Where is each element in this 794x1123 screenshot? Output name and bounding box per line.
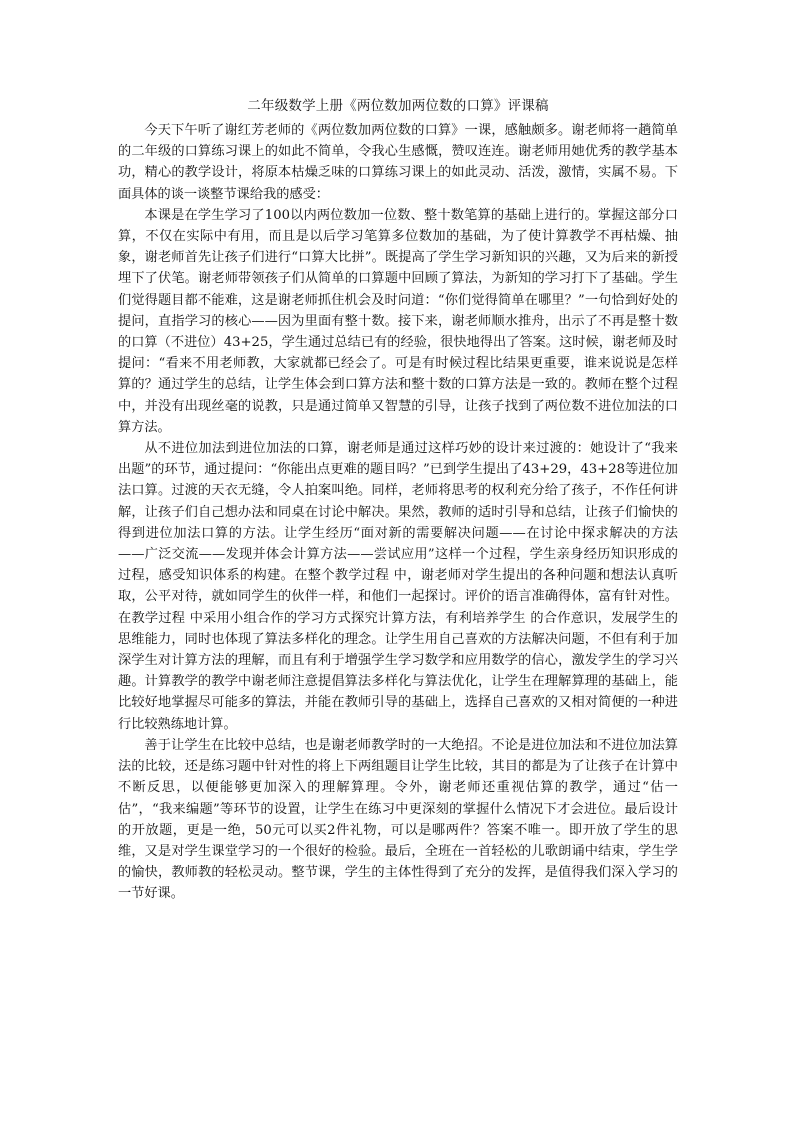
paragraph-new-lesson: 本课是在学生学习了100以内两位数加一位数、整十数笔算的基础上进行的。掌握这部分口算，不仅在实际中有用，而且是以后学习笔算多位数加的基础，为了使计算教学不再枯燥、抽象，谢老师首先让孩子们进行“口算大比拼”。既提高了学生学习新知识的兴趣，又为后来的新授埋下了伏笔。谢老师带领孩子们从简单的口算题中回顾了算法，为新知的学习打下了基础。学生们觉得题目都不能难，这是谢老师抓住机会及时问道：“你们觉得简单在哪里？”一句恰到好处的提问，直指学习的核心——因为里面有整十数。接下来，谢老师顺水推舟，出示了不再是整十数的口算（不进位）43+25，学生通过总结已有的经验，很快地得出了答案。这时候，谢老师及时提问：“看来不用老师教，大家就都已经会了。可是有时候过程比结果更重要，谁来说说是怎样算的？通过学生的总结，让学生体会到口算方法和整十数的口算方法是一致的。教师在整个过程中，并没有出现丝毫的说教，只是通过简单又智慧的引导，让孩子找到了两位数不进位加法的口算方法。 [118,207,678,435]
paragraph-intro: 今天下午听了谢红芳老师的《两位数加两位数的口算》一课，感触颇多。谢老师将一趟简单的二年级的口算练习课上的如此不简单，令我心生感慨，赞叹连连。谢老师用她优秀的教学基本功，精心的教学设计，将原本枯燥乏味的口算练习课上的如此灵动、活泼，激情，实属不易。下面具体的谈一谈整节课给我的感受： [118,123,678,202]
document-page [118,96,678,905]
paragraph-summary: 善于让学生在比较中总结，也是谢老师教学时的一大绝招。不论是进位加法和不进位加法算法的比较，还是练习题中针对性的将上下两组题目让学生比较，其目的都是为了让孩子在计算中不断反思，以便能够更加深入的理解算理。令外，谢老师还重视估算的教学，通过“估一估”，“我来编题”等环节的设置，让学生在练习中更深刻的掌握什么情况下才会进位。最后设计的开放题，更是一绝，50元可以买2件礼物，可以是哪两件？答案不唯一。即开放了学生的思维，又是对学生课堂学习的一个很好的检验。最后，全班在一首轻松的儿歌朗诵中结束，学生学的愉快，教师教的轻松灵动。整节课，学生的主体性得到了充分的发挥，是值得我们深入学习的一节好课。 [118,737,678,902]
document-title: 二年级数学上册《两位数加两位数的口算》评课稿 [247,98,549,114]
paragraph-carry-addition: 从不进位加法到进位加法的口算，谢老师是通过这样巧妙的设计来过渡的：她设计了“我来出题”的环节，通过提问：“你能出点更难的题目吗？”已到学生提出了43+29，43+28等进位加法口算。过渡的天衣无缝，令人拍案叫绝。同样，老师将思考的权利充分给了孩子，不作任何讲解，让孩子们自己想办法和同桌在讨论中解决。果然，教师的适时引导和总结，让孩子们愉快的得到进位加法口算的方法。让学生经历“面对新的需要解决问题——在讨论中探求解决的方法——广泛交流——发现并体会计算方法——尝试应用”这样一个过程，学生亲身经历知识形成的过程，感受知识体系的构建。在整个教学过程 中，谢老师对学生提出的各种问题和想法认真听取，公平对待，就如同学生的伙伴一样，和他们一起探讨。评价的语言准确得体，富有针对性。在教学过程 中采用小组合作的学习方式探究计算方法，有利培养学生 的合作意识，发展学生的思维能力，同时也体现了算法多样化的理念。让学生用自己喜欢的方法解决问题，不但有利于加深学生对计算方法的理解，而且有利于增强学生学习数学和应用数学的信心，激发学生的学习兴趣。计算教学的教学中谢老师注意提倡算法多样化与算法优化，让学生在理解算理的基础上，能比较好地掌握尽可能多的算法，并能在教师引导的基础上，选择自己喜欢的又相对简便的一种进行比较熟练地计算。 [118,441,678,732]
